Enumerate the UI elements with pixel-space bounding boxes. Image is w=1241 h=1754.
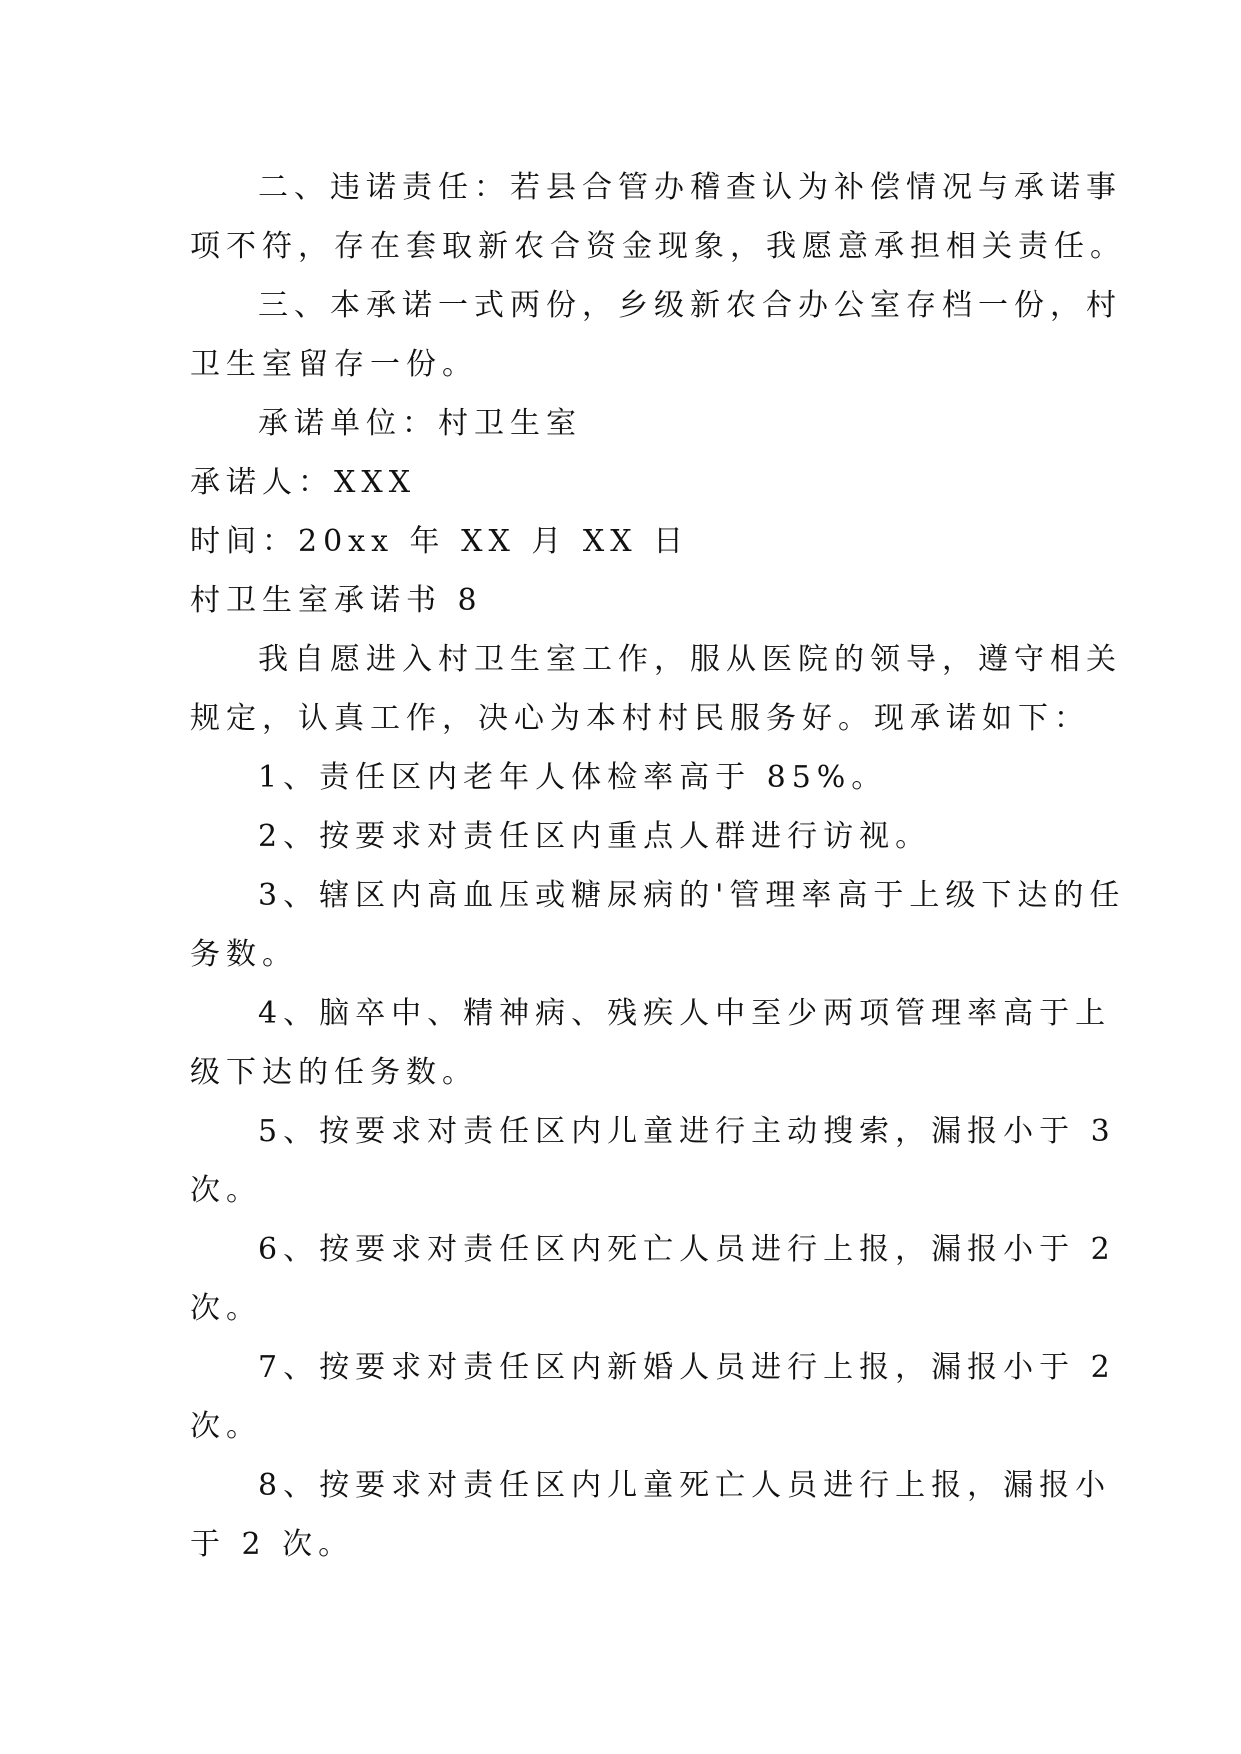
list-item-continuation: 次。: [190, 1409, 262, 1444]
commitment-unit-line: 承诺单位：村卫生室: [258, 406, 582, 441]
list-item: 6、按要求对责任区内死亡人员进行上报，漏报小于 2: [258, 1232, 1116, 1267]
list-item: 8、按要求对责任区内儿童死亡人员进行上报，漏报小: [258, 1468, 1112, 1503]
list-item: 2、按要求对责任区内重点人群进行访视。: [258, 819, 932, 854]
section-title: 村卫生室承诺书 8: [190, 583, 483, 618]
list-item-continuation: 级下达的任务数。: [190, 1055, 478, 1090]
list-item: 4、脑卒中、精神病、残疾人中至少两项管理率高于上: [258, 996, 1112, 1031]
paragraph-line: 规定，认真工作，决心为本村村民服务好。现承诺如下：: [190, 701, 1090, 736]
list-item-continuation: 于 2 次。: [190, 1527, 355, 1562]
list-item: 1、责任区内老年人体检率高于 85%。: [258, 760, 888, 795]
paragraph-line: 三、本承诺一式两份，乡级新农合办公室存档一份，村: [258, 288, 1122, 323]
list-item: 5、按要求对责任区内儿童进行主动搜索，漏报小于 3: [258, 1114, 1116, 1149]
list-item-continuation: 次。: [190, 1173, 262, 1208]
date-line: 时间：20xx 年 XX 月 XX 日: [190, 524, 690, 559]
list-item-continuation: 务数。: [190, 937, 298, 972]
paragraph-line: 我自愿进入村卫生室工作，服从医院的领导，遵守相关: [258, 642, 1122, 677]
paragraph-line: 二、违诺责任：若县合管办稽查认为补偿情况与承诺事: [258, 170, 1122, 205]
document-body: [190, 158, 1126, 1574]
list-item: 7、按要求对责任区内新婚人员进行上报，漏报小于 2: [258, 1350, 1116, 1385]
promisor-line: 承诺人：XXX: [190, 465, 417, 500]
list-item-continuation: 次。: [190, 1291, 262, 1326]
paragraph-line: 卫生室留存一份。: [190, 347, 478, 382]
list-item: 3、辖区内高血压或糖尿病的'管理率高于上级下达的任: [258, 878, 1126, 913]
paragraph-line: 项不符，存在套取新农合资金现象，我愿意承担相关责任。: [190, 229, 1126, 264]
